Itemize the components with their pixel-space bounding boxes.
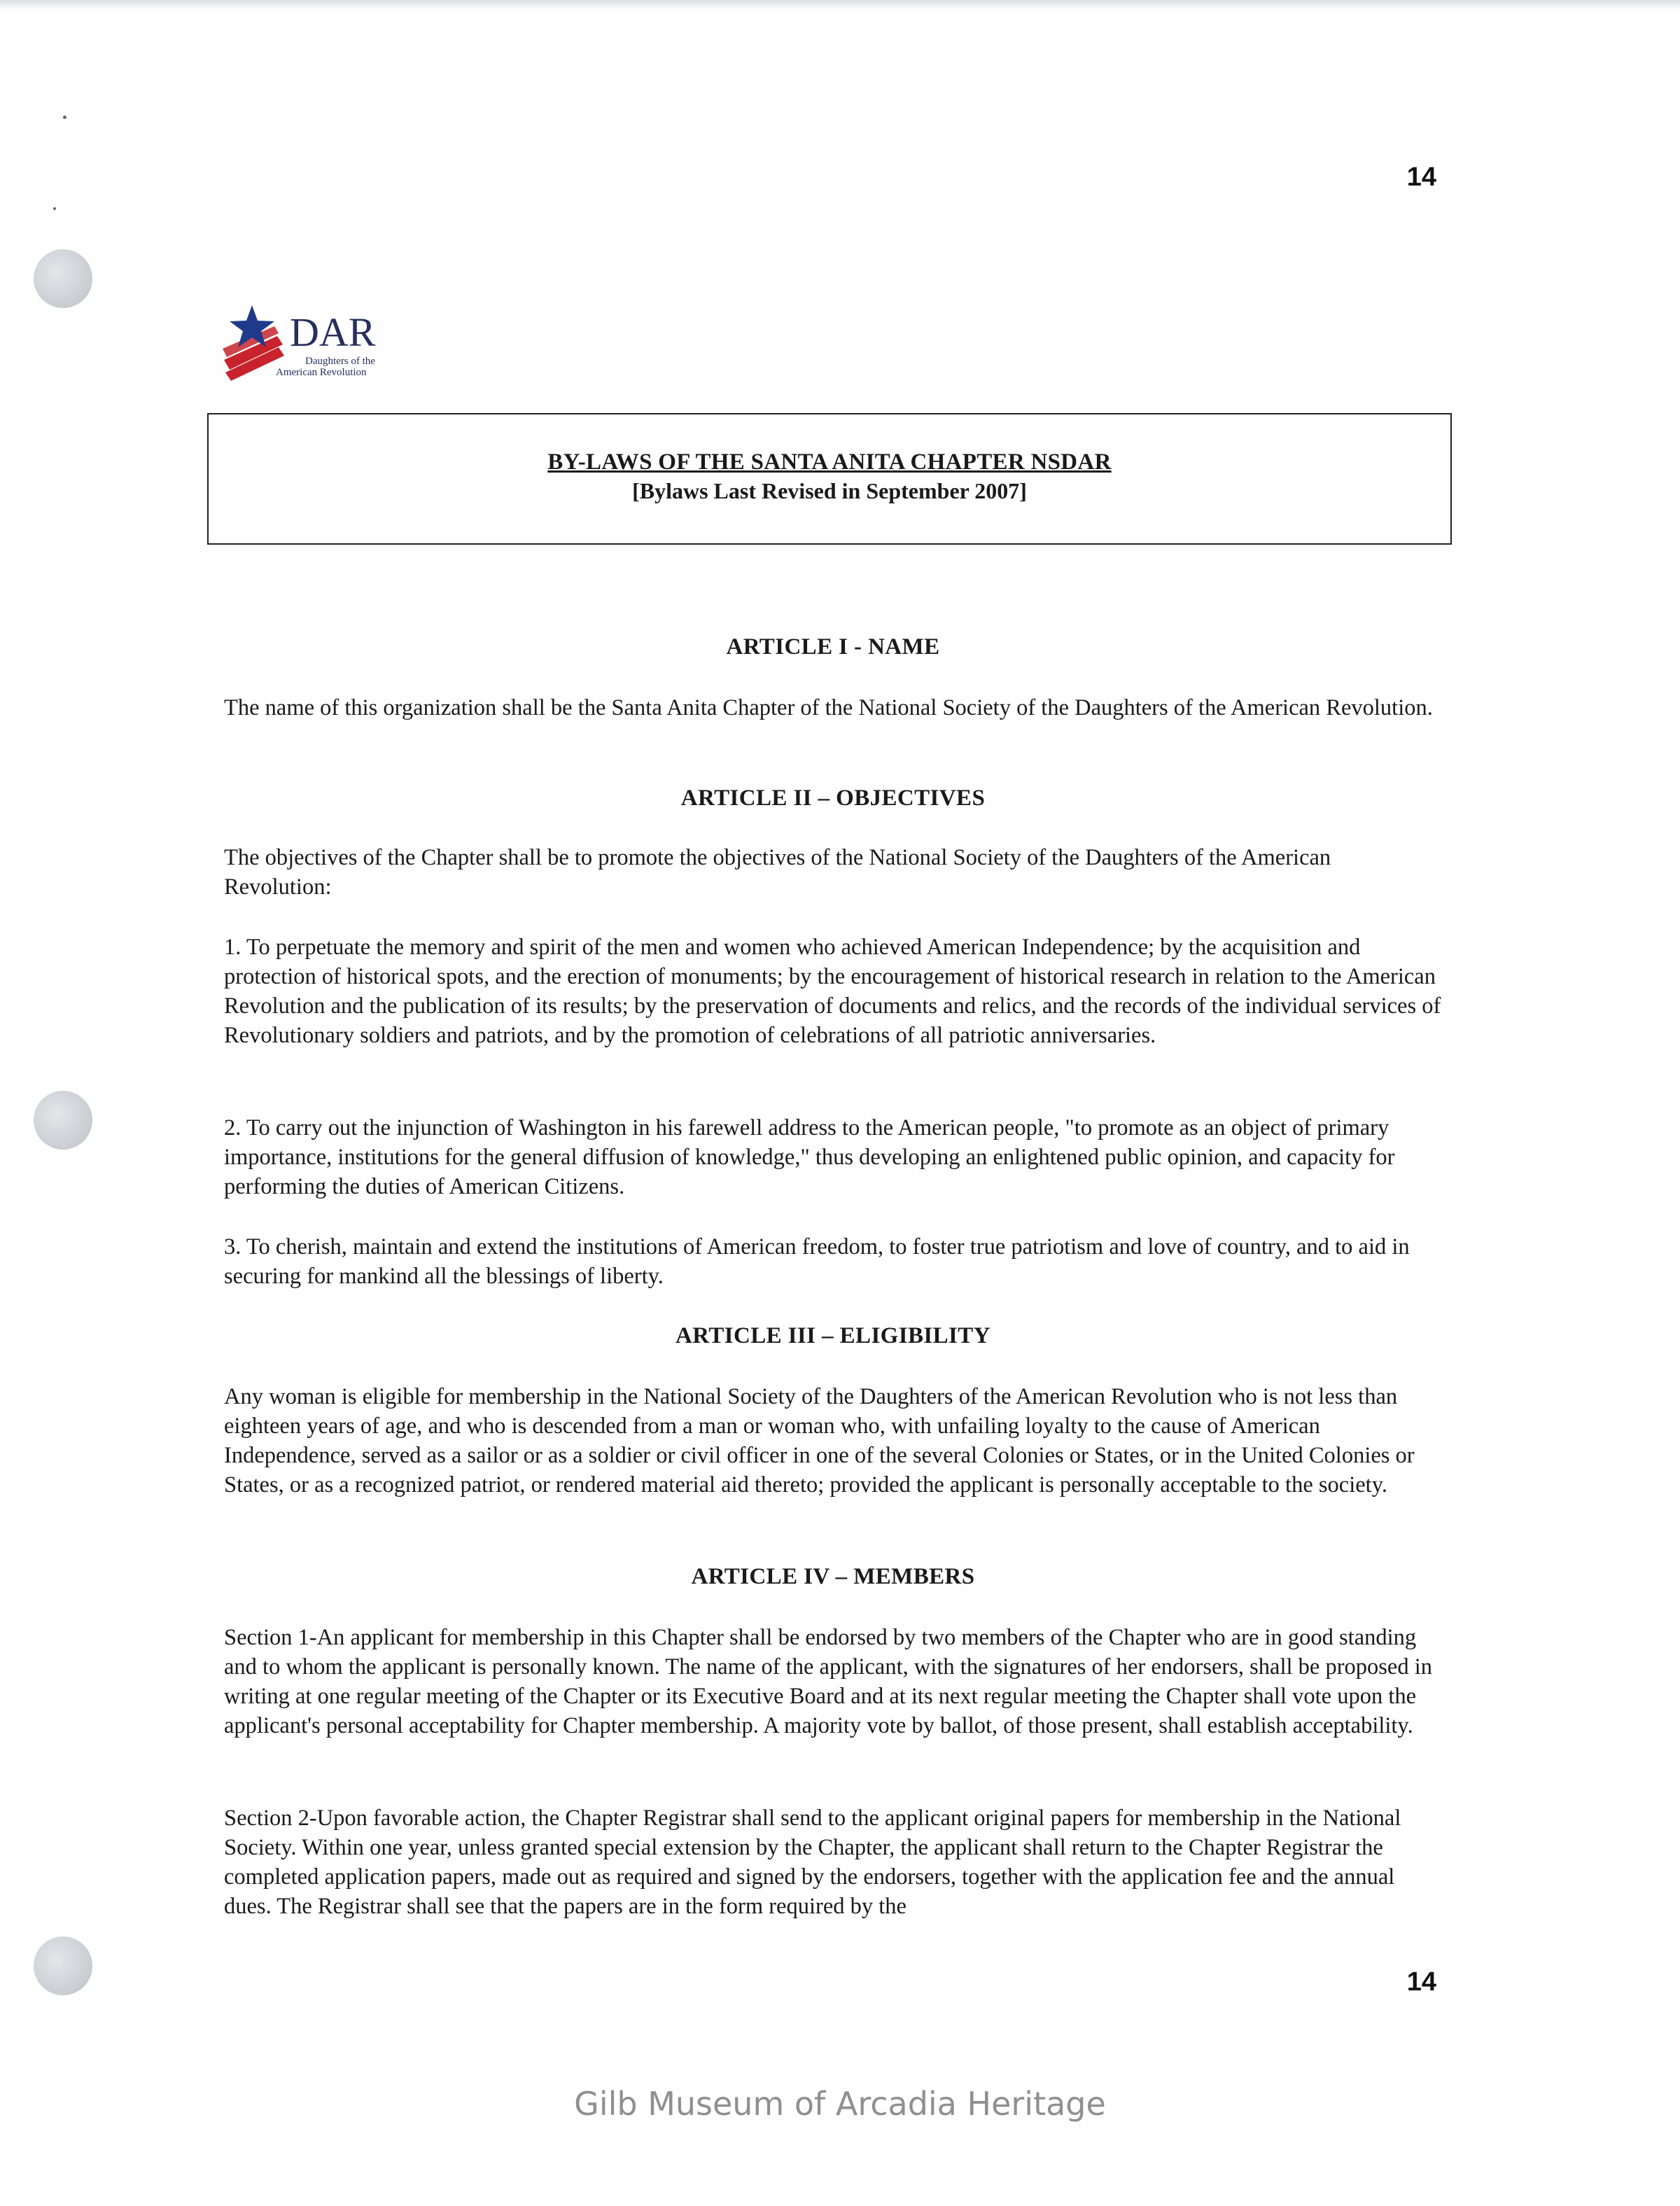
article-1-text: The name of this organization shall be the Santa Anita Chapter of the National Society of the Daughters of the American Revolution.: [224, 695, 1433, 720]
title-box: [207, 413, 1452, 545]
article-1-heading: ARTICLE I - NAME: [726, 634, 940, 659]
dar-logo-graphic: [223, 302, 412, 386]
punch-hole-top: [34, 249, 92, 308]
article-3-heading: ARTICLE III – ELIGIBILITY: [676, 1323, 990, 1348]
scan-speck: [63, 116, 66, 119]
article-4-section-2: Section 2-Upon favorable action, the Chapter Registrar shall send to the applicant original papers for membership in the National Society. Within one year, unless granted special extension by the Chapter, the applicant shall return to the Chapter Registrar the completed application papers, made out as required and signed by the endorsers, together with the application fee and the annual dues. The Registrar shall see that the papers are in the form required by the: [224, 1806, 1401, 1919]
document-title: BY-LAWS OF THE SANTA ANITA CHAPTER NSDAR: [547, 449, 1112, 475]
scan-edge-shadow: [0, 0, 1680, 10]
punch-hole-bottom: [34, 1936, 92, 1995]
article-2-item-1: 1. To perpetuate the memory and spirit of the men and women who achieved American Independence; by the acquisition and protection of historical spots, and the erection of monuments; by the encouragement of historical research in relation to the American Revolution and the publication of its results; by the preservation of documents and relics, and the records of the individual services of Revolutionary soldiers and patriots, and by the promotion of celebrations of all patriotic anniversaries.: [224, 935, 1441, 1048]
page-number-top: 14: [1406, 162, 1436, 192]
document-subtitle: [Bylaws Last Revised in September 2007]: [632, 478, 1027, 503]
logo-wordmark: DAR: [290, 309, 376, 355]
article-2-item-2: 2. To carry out the injunction of Washington in his farewell address to the American people, "to promote as an object of primary importance, institutions for the general diffusion of knowledge," thus developing an enlightened public opinion, and capacity for performing the duties of American Citizens.: [224, 1115, 1395, 1199]
article-4-heading: ARTICLE IV – MEMBERS: [691, 1564, 975, 1589]
logo-line2: American Revolution: [276, 367, 367, 378]
dar-logo: [223, 302, 412, 386]
article-3-text: Any woman is eligible for membership in the National Society of the Daughters of the American Revolution who is not less than eighteen years of age, and who is descended from a man or woman who, with unfailing loyalty to the cause of American Independence, served as a sailor or as a soldier or civil officer in one of the several Colonies or States, or in the United Colonies or States, or as a recognized patriot, or rendered material aid thereto; provided the applicant is personally acceptable to the society.: [224, 1384, 1415, 1498]
logo-line1: Daughters of the: [305, 356, 375, 367]
page-number-bottom: 14: [1406, 1967, 1436, 1997]
article-2-intro: The objectives of the Chapter shall be to promote the objectives of the National Society of the Daughters of the American Revolution:: [224, 845, 1331, 900]
article-2-item-3: 3. To cherish, maintain and extend the institutions of American freedom, to foster true patriotism and love of country, and to aid in securing for mankind all the blessings of liberty.: [224, 1234, 1410, 1289]
punch-hole-middle: [34, 1091, 92, 1150]
scan-speck: [53, 207, 56, 210]
footer-watermark: Gilb Museum of Arcadia Heritage: [574, 2085, 1106, 2123]
article-2-heading: ARTICLE II – OBJECTIVES: [680, 786, 986, 811]
article-4-section-1: Section 1-An applicant for membership in this Chapter shall be endorsed by two members of the Chapter who are in good standing and to whom the applicant is personally known. The name of the applicant, with the signatures of her endorsers, shall be proposed in writing at one regular meeting of the Chapter or its Executive Board and at its next regular meeting the Chapter shall vote upon the applicant's personal acceptability for Chapter membership. A majority vote by ballot, of those present, shall establish acceptability.: [224, 1625, 1432, 1738]
